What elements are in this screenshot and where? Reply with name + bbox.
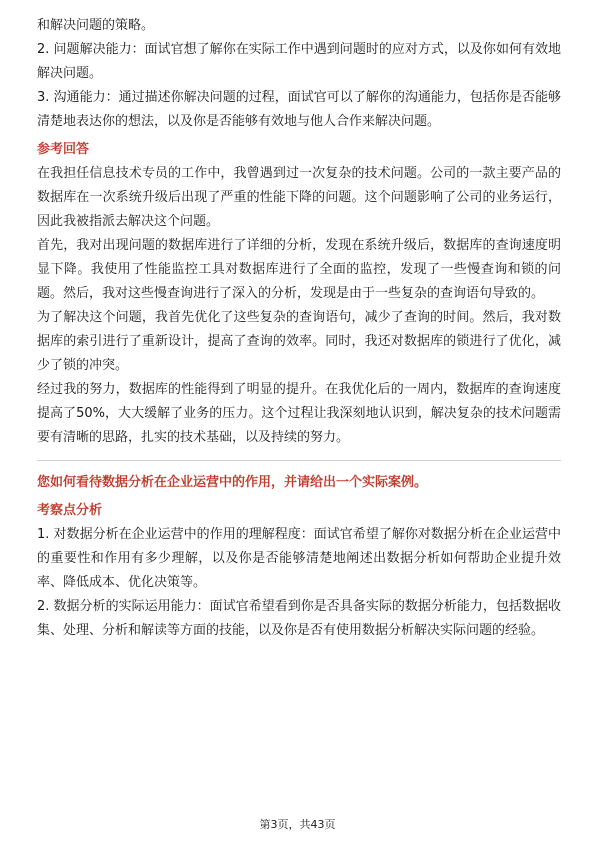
page-footer: 第3页，共43页 [259, 818, 336, 831]
point-understanding: 1. 对数据分析在企业运营中的作用的理解程度：面试官希望了解你对数据分析在企业运营中的重要性和作用有多少理解，以及你是否能够清楚地阐述出数据分析如何帮助企业提升效率、降低成本、优化决策等。 [37, 527, 561, 590]
answer-paragraph: 首先，我对出现问题的数据库进行了详细的分析，发现在系统升级后，数据库的查询速度明显下降。我使用了性能监控工具对数据库进行了全面的监控，发现了一些慢查询和锁的问题。然后，我对这些慢查询进行了深入的分析，发现是由于一些复杂的查询语句导致的。 [37, 238, 561, 301]
answer-paragraph: 在我担任信息技术专员的工作中，我曾遇到过一次复杂的技术问题。公司的一款主要产品的数据库在一次系统升级后出现了严重的性能下降的问题。这个问题影响了公司的业务运行，因此我被指派去解决这个问题。 [37, 166, 561, 229]
section-divider [37, 460, 561, 461]
point-practical-ability: 2. 数据分析的实际运用能力：面试官希望看到你是否具备实际的数据分析能力，包括数据收集、处理、分析和解读等方面的技能，以及你是否有使用数据分析解决实际问题的经验。 [37, 599, 561, 638]
answer-heading: 参考回答 [37, 142, 90, 157]
point-communication: 3. 沟通能力：通过描述你解决问题的过程，面试官可以了解你的沟通能力，包括你是否能够清楚地表达你的想法，以及你是否能够有效地与他人合作来解决问题。 [37, 90, 561, 129]
question-title: 您如何看待数据分析在企业运营中的作用，并请给出一个实际案例。 [37, 475, 428, 490]
point-text: 和解决问题的策略。 [37, 18, 155, 33]
point-problem-solving: 2. 问题解决能力：面试官想了解你在实际工作中遇到问题时的应对方式，以及你如何有效地解决问题。 [37, 42, 561, 81]
answer-paragraph: 为了解决这个问题，我首先优化了这些复杂的查询语句，减少了查询的时间。然后，我对数据库的索引进行了重新设计，提高了查询的效率。同时，我还对数据库的锁进行了优化，减少了锁的冲突。 [37, 310, 561, 373]
page-content [37, 14, 561, 643]
answer-paragraph: 经过我的努力，数据库的性能得到了明显的提升。在我优化后的一周内，数据库的查询速度提高了50%，大大缓解了业务的压力。这个过程让我深刻地认识到，解决复杂的技术问题需要有清晰的思路，扎实的技术基础，以及持续的努力。 [37, 382, 561, 445]
analysis-heading: 考察点分析 [37, 503, 103, 518]
